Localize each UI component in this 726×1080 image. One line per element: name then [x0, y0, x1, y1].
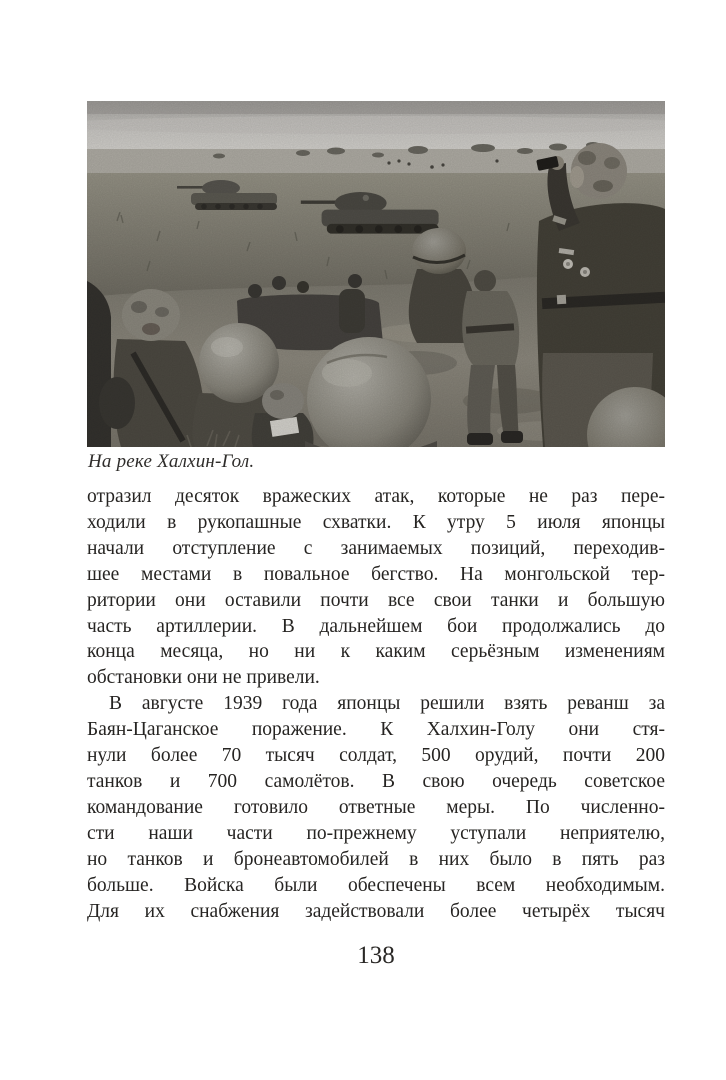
khalkhin-gol-photo — [87, 101, 665, 447]
text-line: начали отступление с занимаемых позиций, переходив- — [87, 537, 665, 559]
text-line: конца месяца, но ни к каким серьёзным изменениям — [87, 641, 665, 663]
text-line: ходили в рукопашные схватки. К утру 5 июля японцы — [87, 511, 665, 533]
text-line: Баян-Цаганское поражение. К Халхин-Голу они стя- — [87, 719, 665, 741]
film-grain-overlay — [87, 101, 665, 447]
text-line: шее местами в повальное бегство. На монгольской тер- — [87, 563, 665, 585]
text-line: но танков и бронеавтомобилей в них было в пять раз — [87, 848, 665, 870]
body-text — [87, 484, 665, 924]
text-line: танков и 700 самолётов. В свою очередь советское — [87, 770, 665, 792]
text-line: ритории они оставили почти все свои танки и большую — [87, 589, 665, 611]
paragraph — [87, 484, 665, 691]
text-line: отразил десяток вражеских атак, которые не раз пере- — [87, 486, 665, 507]
text-line: обстановки они не привели. — [87, 667, 320, 689]
photo-caption: На реке Халхин-Гол. — [88, 451, 255, 472]
text-line: часть артиллерии. В дальнейшем бои продолжались до — [87, 615, 665, 637]
text-line: больше. Войска были обеспечены всем необходимым. — [87, 874, 665, 896]
paragraph — [87, 691, 665, 924]
text-line: В августе 1939 года японцы решили взять реванш за — [109, 693, 665, 715]
text-line: сти наши части по-прежнему уступали неприятелю, — [87, 822, 665, 844]
page-number: 138 — [357, 942, 395, 969]
photo-illustration — [87, 101, 665, 447]
text-line: Для их снабжения задействовали более четырёх тысяч — [87, 900, 665, 922]
text-line: командование готовило ответные меры. По численно- — [87, 796, 665, 818]
text-line: нули более 70 тысяч солдат, 500 орудий, почти 200 — [87, 745, 665, 767]
